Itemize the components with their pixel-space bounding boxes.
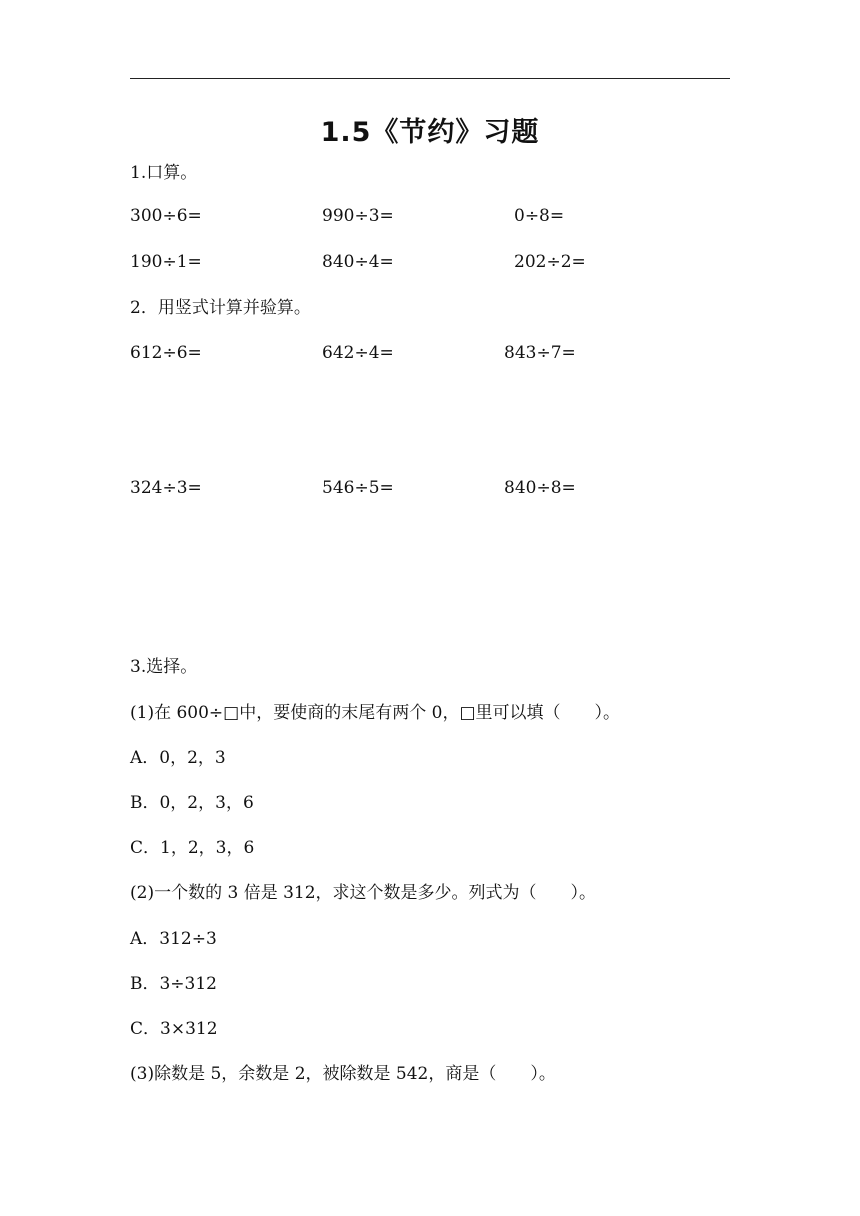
q2-item: 843÷7= [504,343,576,363]
q3-option: A．0，2，3 [130,748,226,768]
q1-item: 300÷6= [130,206,202,226]
page-title: 1.5《节约》习题 [320,117,540,148]
q2-item: 612÷6= [130,343,202,363]
q3-option: C．1，2，3，6 [130,838,255,858]
q3-option: B．3÷312 [130,974,218,994]
q2-item: 642÷4= [322,343,394,363]
q3-question-1: (1)在 600÷□中，要使商的末尾有两个 0，□里可以填（ ）。 [130,703,621,723]
q1-item: 990÷3= [322,206,394,226]
q2-item: 546÷5= [322,478,394,498]
q2-item: 324÷3= [130,478,202,498]
q3-question-3: (3)除数是 5，余数是 2，被除数是 542，商是（ ）。 [130,1064,556,1084]
header-rule [130,78,730,79]
q3-heading: 3.选择。 [130,657,198,677]
q1-heading: 1.口算。 [130,163,198,183]
q3-question-2: (2)一个数的 3 倍是 312，求这个数是多少。列式为（ ）。 [130,883,597,903]
q1-item: 202÷2= [514,252,586,272]
q3-option: A．312÷3 [130,929,217,949]
q2-heading: 2．用竖式计算并验算。 [130,298,311,318]
q1-item: 840÷4= [322,252,394,272]
q3-option: C．3×312 [130,1019,218,1039]
q2-item: 840÷8= [504,478,576,498]
q3-option: B．0，2，3，6 [130,793,254,813]
q1-item: 0÷8= [514,206,565,226]
q1-item: 190÷1= [130,252,202,272]
